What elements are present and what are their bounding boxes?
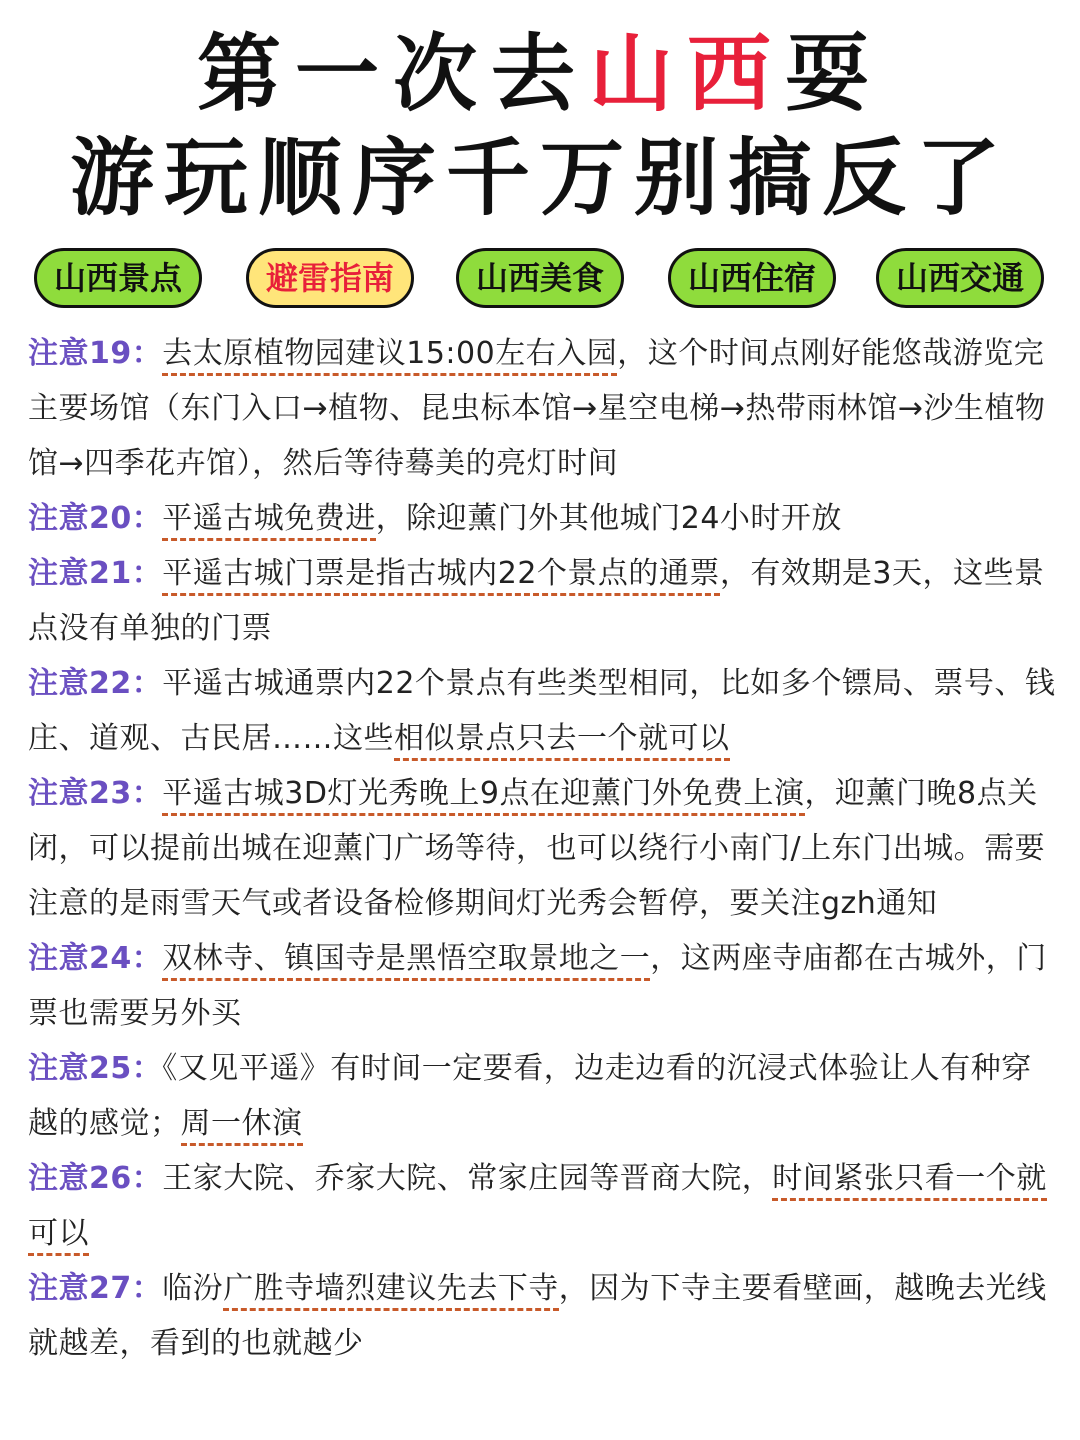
note-highlight: 相似景点只去一个就可以 (394, 721, 730, 761)
note-21 (28, 546, 1056, 656)
note-text: ，这个时间点刚好能悠哉游览完主要场馆（东门入口→植物、昆虫标本馆→星空电梯→热带雨林馆→沙生植物馆→四季花卉馆），然后等待蓦美的亮灯时间 (28, 336, 1046, 481)
note-20 (28, 491, 1056, 546)
title-highlight: 山西 (588, 25, 785, 123)
note-text-pre: 平遥古城通票内22个景点有些类型相同，比如多个镖局、票号、钱庄、道观、古民居……这些 (28, 666, 1056, 756)
note-19 (28, 326, 1056, 491)
note-24 (28, 931, 1056, 1041)
tag-transport[interactable]: 山西交通 (876, 248, 1044, 308)
notes-list (28, 326, 1056, 1371)
note-23 (28, 766, 1056, 931)
note-text: ，因为下寺主要看壁画，越晚去光线就越差，看到的也就越少 (28, 1271, 1047, 1361)
note-text: ，除迎薰门外其他城门24小时开放 (375, 501, 842, 536)
note-text-pre: 王家大院、乔家大院、常家庄园等晋商大院， (162, 1161, 773, 1196)
note-label: 注意24： (28, 941, 163, 976)
page-title-line-2: 游玩顺序千万别搞反了 (69, 129, 1010, 227)
tag-food[interactable]: 山西美食 (456, 248, 624, 308)
note-22 (28, 656, 1056, 766)
note-highlight: 去太原植物园建议15:00左右入园 (162, 336, 617, 376)
tag-row (0, 248, 1080, 312)
note-label: 注意20： (28, 501, 163, 536)
note-highlight: 平遥古城免费进 (162, 501, 376, 541)
note-text: ，这两座寺庙都在古城外，门票也需要另外买 (28, 941, 1047, 1031)
note-text-pre: 临汾 (162, 1271, 224, 1306)
note-26 (28, 1151, 1056, 1261)
page-title-line-1 (0, 22, 1080, 126)
tag-pitfall-guide[interactable]: 避雷指南 (246, 248, 414, 308)
note-highlight: 平遥古城3D灯光秀晚上9点在迎薰门外免费上演 (162, 776, 804, 816)
note-highlight: 平遥古城门票是指古城内22个景点的通票 (162, 556, 720, 596)
note-label: 注意21： (28, 556, 163, 591)
note-highlight: 广胜寺墙烈建议先去下寺 (223, 1271, 559, 1311)
note-label: 注意23： (28, 776, 163, 811)
title-part-1: 第一次去 (196, 25, 589, 123)
note-text: ，有效期是3天，这些景点没有单独的门票 (28, 556, 1045, 646)
note-text-pre: 《又见平遥》有时间一定要看，边走边看的沉浸式体验让人有种穿越的感觉； (28, 1051, 1032, 1141)
note-label: 注意26： (28, 1161, 163, 1196)
note-27 (28, 1261, 1056, 1371)
note-label: 注意25： (28, 1051, 163, 1086)
tag-lodging[interactable]: 山西住宿 (668, 248, 836, 308)
note-highlight: 双林寺、镇国寺是黑悟空取景地之一 (162, 941, 650, 981)
note-text: ，迎薰门晚8点关闭，可以提前出城在迎薰门广场等待，也可以绕行小南门/上东门出城。需要注意的是雨雪天气或者设备检修期间灯光秀会暂停，要关注gzh通知 (28, 776, 1046, 921)
note-label: 注意22： (28, 666, 163, 701)
note-label: 注意27： (28, 1271, 163, 1306)
note-label: 注意19： (28, 336, 163, 371)
title-part-2: 耍 (785, 25, 884, 123)
note-highlight: 周一休演 (181, 1106, 303, 1146)
tag-attractions[interactable]: 山西景点 (34, 248, 202, 308)
note-highlight: 时间紧张只看一个就可以 (28, 1161, 1047, 1256)
note-25 (28, 1041, 1056, 1151)
